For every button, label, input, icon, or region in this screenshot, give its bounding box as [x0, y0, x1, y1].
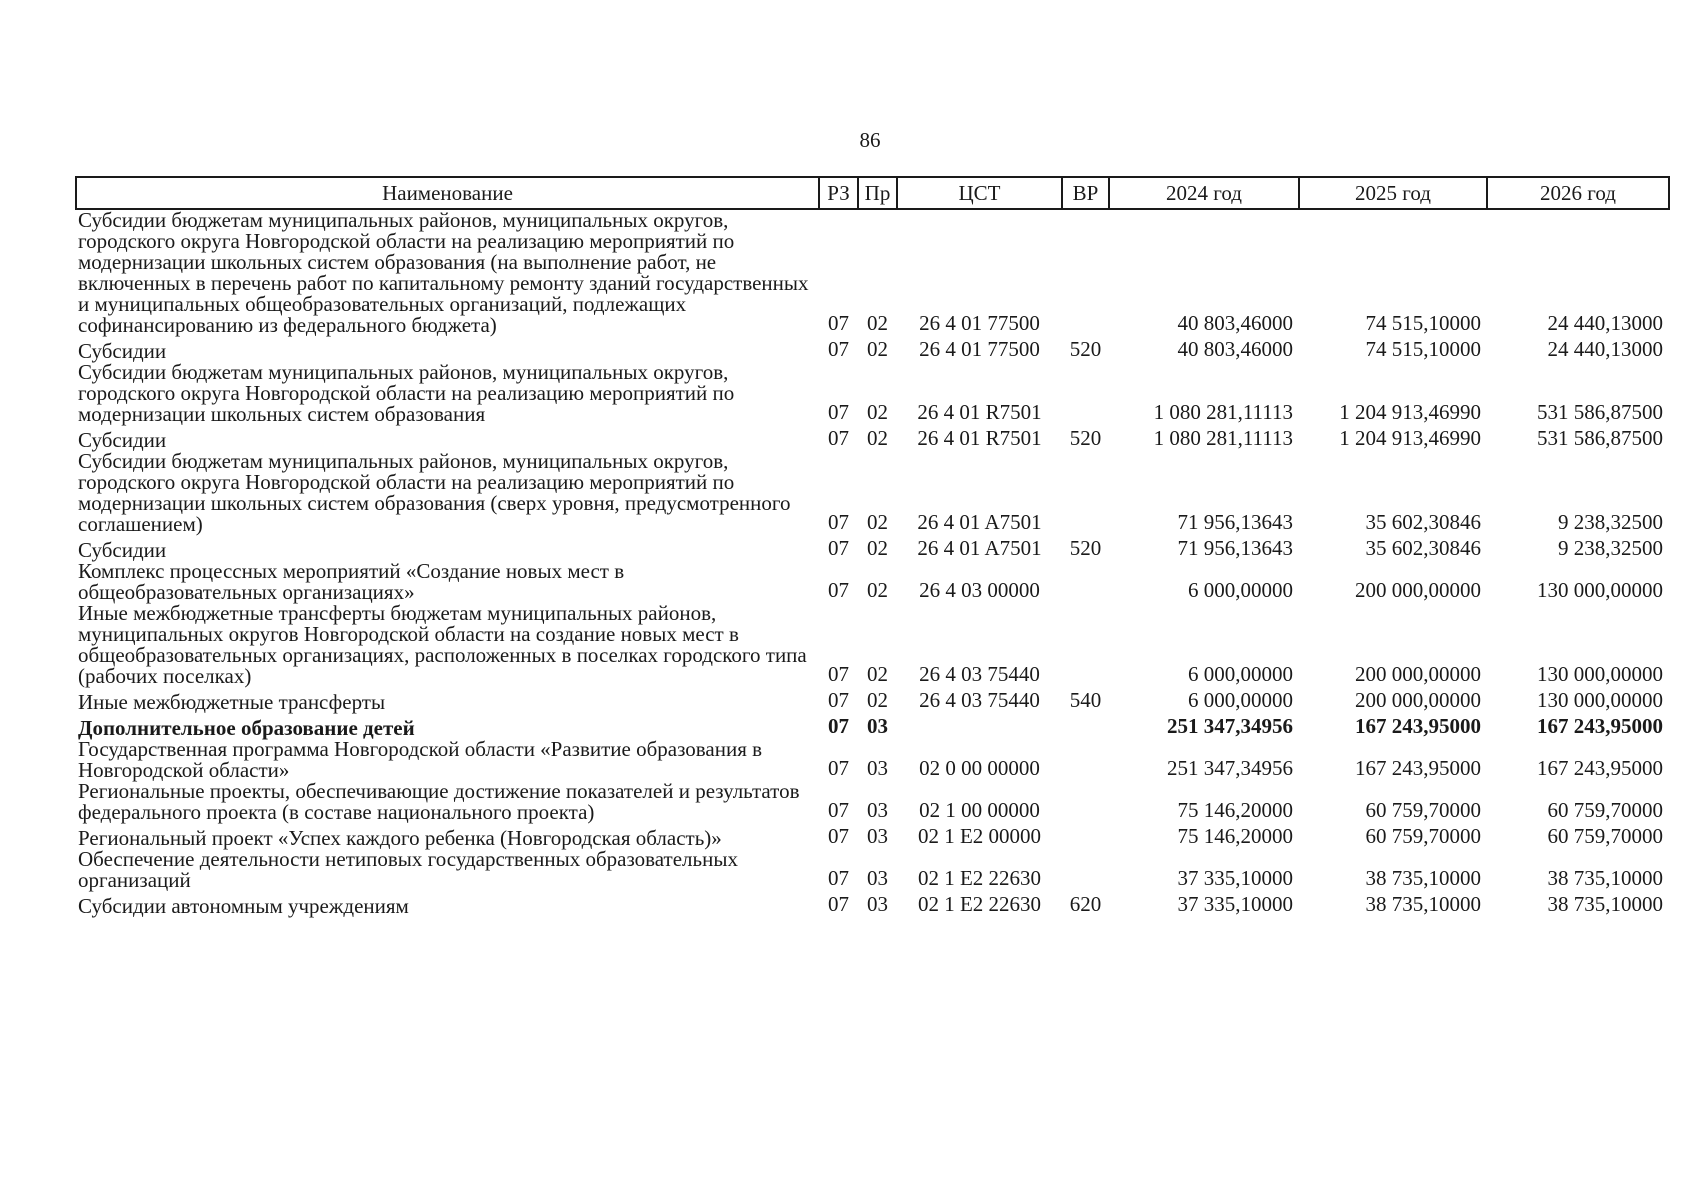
cell-2025: 200 000,00000	[1355, 688, 1481, 712]
table-header-row	[76, 177, 1669, 209]
cell-cst: 02 1 Е2 00000	[917, 824, 1042, 848]
cell-2026: 130 000,00000	[1537, 662, 1663, 686]
header-name: Наименование	[76, 177, 819, 209]
cell-2024: 6 000,00000	[1188, 578, 1293, 602]
cell-cst: 26 4 03 00000	[919, 578, 1040, 602]
cell-cst: 26 4 03 75440	[919, 662, 1040, 686]
cell-rz: 07	[828, 662, 849, 686]
cell-2026: 24 440,13000	[1547, 337, 1663, 361]
cell-cst: 26 4 01 A7501	[917, 510, 1042, 534]
cell-name: Субсидии	[78, 428, 167, 452]
cell-pr: 03	[867, 798, 888, 822]
table-row	[76, 713, 1669, 739]
header-rz: РЗ	[819, 177, 858, 209]
cell-2024: 40 803,46000	[1177, 311, 1293, 335]
cell-vr	[1062, 603, 1109, 687]
cell-2025: 1 204 913,46990	[1339, 400, 1481, 424]
cell-name: Региональные проекты, обеспечивающие достижение показателей и результатов федерального проекта (в составе национального проекта)	[78, 779, 800, 824]
cell-2026: 9 238,32500	[1558, 510, 1663, 534]
cell-pr: 02	[867, 426, 888, 450]
cell-2025: 167 243,95000	[1355, 756, 1481, 780]
cell-2024: 40 803,46000	[1177, 337, 1293, 361]
table-row	[76, 451, 1669, 535]
header-2025: 2025 год	[1299, 177, 1487, 209]
cell-name: Иные межбюджетные трансферты	[78, 690, 386, 714]
cell-2024: 6 000,00000	[1188, 688, 1293, 712]
cell-2025: 60 759,70000	[1365, 798, 1481, 822]
cell-2025: 60 759,70000	[1365, 824, 1481, 848]
cell-vr	[1062, 713, 1109, 739]
cell-2026: 167 243,95000	[1537, 714, 1663, 738]
cell-2026: 130 000,00000	[1537, 688, 1663, 712]
header-2026: 2026 год	[1487, 177, 1669, 209]
table-row	[76, 687, 1669, 713]
cell-vr	[1062, 209, 1109, 336]
cell-cst: 02 1 Е2 22630	[917, 866, 1042, 890]
table-row	[76, 362, 1669, 425]
cell-rz: 07	[828, 510, 849, 534]
cell-vr	[1062, 823, 1109, 849]
cell-vr: 540	[1069, 688, 1102, 712]
cell-name: Обеспечение деятельности нетиповых государственных образовательных организаций	[78, 847, 738, 892]
header-cst: ЦСТ	[897, 177, 1062, 209]
cell-2026: 531 586,87500	[1537, 426, 1663, 450]
cell-vr	[1062, 561, 1109, 603]
cell-2024: 37 335,10000	[1177, 866, 1293, 890]
cell-vr	[1062, 849, 1109, 891]
cell-2026: 130 000,00000	[1537, 578, 1663, 602]
cell-cst: 26 4 01 R7501	[917, 426, 1042, 450]
cell-rz: 07	[828, 892, 849, 916]
table-row	[76, 561, 1669, 603]
cell-2024: 251 347,34956	[1167, 756, 1293, 780]
cell-2026: 167 243,95000	[1537, 756, 1663, 780]
cell-rz: 07	[828, 866, 849, 890]
cell-rz: 07	[828, 311, 849, 335]
cell-2024: 71 956,13643	[1177, 510, 1293, 534]
cell-2025: 200 000,00000	[1355, 578, 1481, 602]
cell-2026: 9 238,32500	[1558, 536, 1663, 560]
cell-2024: 251 347,34956	[1167, 714, 1293, 738]
cell-cst: 02 1 00 00000	[919, 798, 1040, 822]
cell-2025: 200 000,00000	[1355, 662, 1481, 686]
cell-pr: 02	[867, 510, 888, 534]
cell-pr: 02	[867, 311, 888, 335]
table-row	[76, 739, 1669, 781]
cell-cst: 26 4 01 77500	[919, 311, 1040, 335]
cell-name: Субсидии	[78, 538, 167, 562]
cell-cst: 02 0 00 00000	[919, 756, 1040, 780]
cell-2025: 35 602,30846	[1365, 536, 1481, 560]
cell-cst: 26 4 01 A7501	[917, 536, 1042, 560]
cell-name: Комплекс процессных мероприятий «Создание новых мест в общеобразовательных организациях»	[78, 559, 625, 604]
cell-2024: 75 146,20000	[1177, 824, 1293, 848]
cell-cst: 26 4 01 R7501	[917, 400, 1042, 424]
cell-pr: 02	[867, 662, 888, 686]
table-row	[76, 209, 1669, 336]
cell-pr: 03	[867, 756, 888, 780]
header-pr: Пр	[858, 177, 897, 209]
cell-pr: 02	[867, 400, 888, 424]
cell-2025: 38 735,10000	[1365, 866, 1481, 890]
cell-name: Дополнительное образование детей	[78, 716, 415, 740]
cell-name: Государственная программа Новгородской области «Развитие образования в Новгородской области»	[78, 737, 763, 782]
cell-rz: 07	[828, 400, 849, 424]
table-row	[76, 535, 1669, 561]
cell-vr: 520	[1069, 426, 1102, 450]
table-body	[76, 209, 1669, 917]
page-number: 86	[859, 128, 881, 152]
cell-vr	[1062, 362, 1109, 425]
cell-rz: 07	[828, 578, 849, 602]
cell-name: Субсидии бюджетам муниципальных районов, муниципальных округов, городского округа Новгородской области на реализацию мероприятий по модернизации школьных систем образования (на выполнение работ, не включенных в перечень работ по капитальному ремонту зданий государственных и муниципальных общеобразовательных организаций, подлежащих софинансированию из федерального бюджета)	[78, 208, 809, 337]
cell-2026: 38 735,10000	[1547, 892, 1663, 916]
cell-2025: 167 243,95000	[1355, 714, 1481, 738]
cell-vr: 520	[1069, 337, 1102, 361]
cell-name: Иные межбюджетные трансферты бюджетам муниципальных районов, муниципальных округов Новгородской области на создание новых мест в общеобразовательных организациях, расположенных в поселках городского типа (рабочих поселках)	[78, 601, 807, 688]
cell-pr: 02	[867, 536, 888, 560]
cell-cst	[897, 713, 1062, 739]
cell-2024: 75 146,20000	[1177, 798, 1293, 822]
table-row	[76, 336, 1669, 362]
cell-cst: 02 1 Е2 22630	[917, 892, 1042, 916]
cell-2025: 38 735,10000	[1365, 892, 1481, 916]
header-vr: ВР	[1062, 177, 1109, 209]
cell-2024: 71 956,13643	[1177, 536, 1293, 560]
cell-name: Субсидии бюджетам муниципальных районов, муниципальных округов, городского округа Новгородской области на реализацию мероприятий по модернизации школьных систем образования	[78, 360, 735, 426]
cell-name: Субсидии	[78, 339, 167, 363]
cell-2026: 60 759,70000	[1547, 798, 1663, 822]
cell-2026: 24 440,13000	[1547, 311, 1663, 335]
cell-rz: 07	[828, 798, 849, 822]
cell-rz: 07	[828, 824, 849, 848]
cell-2025: 74 515,10000	[1365, 337, 1481, 361]
cell-vr	[1062, 451, 1109, 535]
cell-2024: 37 335,10000	[1177, 892, 1293, 916]
table-row	[76, 849, 1669, 891]
table-row	[76, 603, 1669, 687]
cell-rz: 07	[828, 337, 849, 361]
cell-pr: 03	[867, 824, 888, 848]
table-row	[76, 425, 1669, 451]
cell-name: Субсидии бюджетам муниципальных районов, муниципальных округов, городского округа Новгородской области на реализацию мероприятий по модернизации школьных систем образования (сверх уровня, предусмотренного соглашением)	[78, 449, 791, 536]
table-row	[76, 781, 1669, 823]
cell-cst: 26 4 03 75440	[919, 688, 1040, 712]
cell-vr: 620	[1069, 892, 1102, 916]
cell-rz: 07	[828, 756, 849, 780]
budget-table	[75, 176, 1670, 917]
table-row	[76, 891, 1669, 917]
cell-name: Региональный проект «Успех каждого ребенка (Новгородская область)»	[78, 826, 722, 850]
cell-2025: 1 204 913,46990	[1339, 426, 1481, 450]
cell-vr: 520	[1069, 536, 1102, 560]
cell-name: Субсидии автономным учреждениям	[78, 894, 409, 918]
cell-2025: 74 515,10000	[1365, 311, 1481, 335]
cell-rz: 07	[828, 714, 849, 738]
cell-cst: 26 4 01 77500	[919, 337, 1040, 361]
cell-2024: 1 080 281,11113	[1153, 400, 1293, 424]
cell-vr	[1062, 739, 1109, 781]
cell-pr: 02	[867, 337, 888, 361]
cell-2024: 6 000,00000	[1188, 662, 1293, 686]
cell-2026: 60 759,70000	[1547, 824, 1663, 848]
table-row	[76, 823, 1669, 849]
cell-2026: 531 586,87500	[1537, 400, 1663, 424]
cell-pr: 02	[867, 688, 888, 712]
cell-pr: 03	[867, 714, 888, 738]
cell-2024: 1 080 281,11113	[1153, 426, 1293, 450]
cell-2026: 38 735,10000	[1547, 866, 1663, 890]
cell-pr: 02	[867, 578, 888, 602]
cell-2025: 35 602,30846	[1365, 510, 1481, 534]
cell-rz: 07	[828, 536, 849, 560]
cell-pr: 03	[867, 866, 888, 890]
cell-rz: 07	[828, 688, 849, 712]
cell-vr	[1062, 781, 1109, 823]
header-2024: 2024 год	[1109, 177, 1299, 209]
cell-pr: 03	[867, 892, 888, 916]
cell-rz: 07	[828, 426, 849, 450]
